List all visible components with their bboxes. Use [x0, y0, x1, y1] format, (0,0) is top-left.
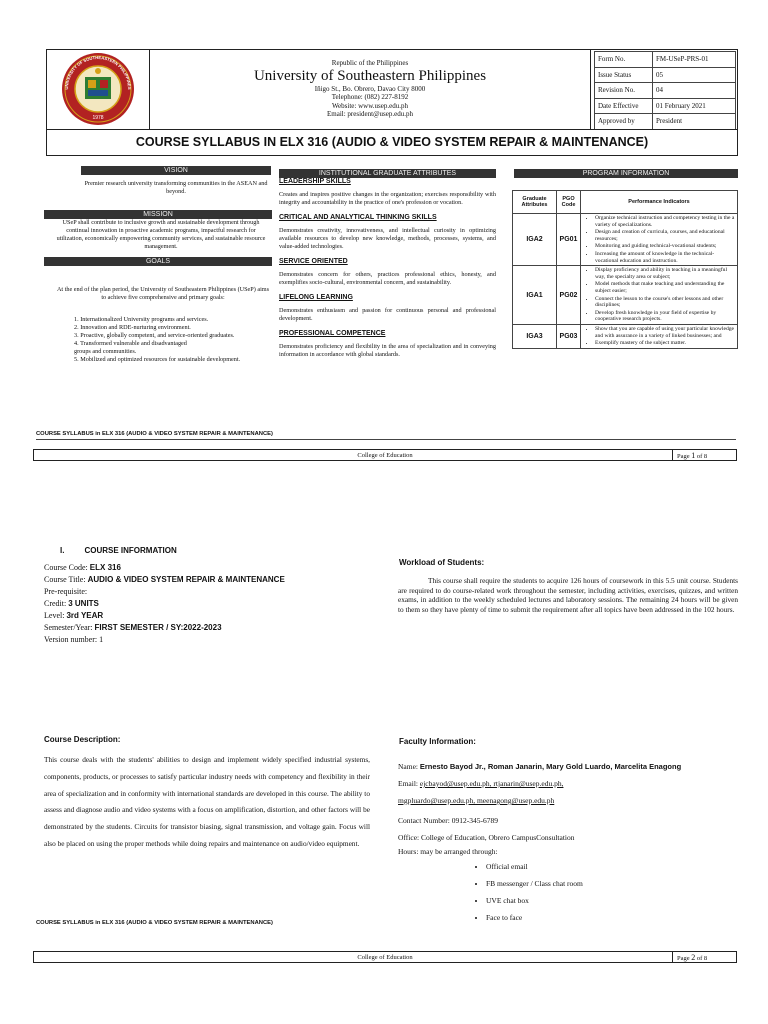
iga-heading: CRITICAL AND ANALYTICAL THINKING SKILLS [279, 214, 437, 221]
iga-description: Demonstrates enthusiasm and passion for continuous personal and professional development. [279, 307, 496, 322]
page-footer-1 [33, 449, 737, 461]
goals-intro: At the end of the plan period, the University of Southeastern Philippines (USeP) aims to achieve five comprehensive and primary goals: [56, 286, 270, 301]
form-info-row [595, 98, 736, 114]
performance-indicator: • Develop fresh knowledge in your field of expertise by cooperative research projects. [595, 310, 737, 323]
form-info-value: 05 [653, 67, 736, 83]
credit-line: Credit: 3 UNITS [44, 599, 99, 608]
workload-heading: Workload of Students: [399, 558, 485, 567]
consultation-channel: • UVE chat box [486, 892, 738, 909]
performance-indicator: • Show that you are capable of using your particular knowledge and with assurance in a variety of linked businesses; and [595, 326, 737, 339]
performance-indicator: • Monitoring and guiding technical-vocational students; [595, 243, 737, 250]
contact-number: Contact Number: 0912-345-6789 [398, 816, 498, 825]
graduate-attribute-code: IGA3 [513, 324, 557, 348]
form-info-label: Approved by [595, 114, 653, 130]
running-title-1: COURSE SYLLABUS in ELX 316 (AUDIO & VIDEO SYSTEM REPAIR & MAINTENANCE) [36, 431, 273, 437]
program-row [513, 266, 738, 325]
iga-heading: LIFELONG LEARNING [279, 294, 353, 301]
graduate-attribute-code: IGA2 [513, 214, 557, 266]
faculty-block [398, 758, 738, 926]
version-line: Version number: 1 [44, 635, 104, 644]
form-info-row [595, 114, 736, 130]
iga-heading: PROFESSIONAL COMPETENCE [279, 330, 386, 337]
consultation-channels [398, 858, 738, 926]
goal-item: 5. Mobilized and optimized resources for sustainable development. [74, 356, 241, 363]
goal-item: 3. Proactive, globally competent, and service-oriented graduates. [74, 332, 235, 339]
footer-college: College of Education [357, 954, 413, 961]
performance-indicator: • Display proficiency and ability in teaching in a meaningful way, the specialty area or subject; [595, 267, 737, 280]
page-footer-2 [33, 951, 737, 963]
course-description-text: This course deals with the students' abilities to design and implement widely specified industrial systems, components, products, or processes to satisfy particular industry needs with competency and flexibility in their area of specialization and in conformity with international standards are developed in this course. The ability to assess and diagnose audio and video systems with a focus on amplification, distortion, and other factors will be demonstrated by the students. Circuits for transistor biasing, signal transmission, and voltage gain. Focus will also be placed on using the proper methods while doing repairs and maintenance on audio/video equipment. [44, 755, 370, 848]
program-bar: PROGRAM INFORMATION [514, 169, 738, 178]
performance-indicator: • Exemplify mastery of the subject matter. [595, 340, 737, 347]
university-seal-icon [58, 51, 138, 127]
semester-line: Semester/Year: FIRST SEMESTER / SY:2022-2023 [44, 623, 222, 632]
seal-text: UNIVERSITY OF SOUTHEASTERN PHILIPPINES [63, 54, 133, 90]
iga-heading: LEADERSHIP SKILLS [279, 178, 351, 185]
form-info-label: Revision No. [595, 83, 653, 99]
iga-bar: INSTITUTIONAL GRADUATE ATTRIBUTES [279, 169, 496, 178]
course-info-block [44, 562, 374, 646]
iga-sections [279, 178, 496, 359]
iga-description: Demonstrates concern for others, practices professional ethics, honesty, and exemplifies socio-cultural, environmental concern, and sustainability. [279, 271, 496, 286]
iga-description: Demonstrates proficiency and flexibility in the area of specialization and in conveying information in accordance with global standards. [279, 343, 496, 358]
university-name: University of Southeastern Philippines [253, 67, 487, 84]
seal-year: 1978 [92, 115, 104, 121]
office-line: Office: College of Education, Obrero CampusConsultation [398, 833, 575, 842]
address-line: Iñigo St., Bo. Obrero, Davao City 8000 [314, 84, 426, 93]
form-info-label: Form No. [595, 52, 653, 68]
hours-line: Hours: may be arranged through: [398, 847, 498, 856]
iga-heading: SERVICE ORIENTED [279, 258, 348, 265]
performance-indicators-cell [581, 324, 738, 348]
running-title-2: COURSE SYLLABUS in ELX 316 (AUDIO & VIDEO SYSTEM REPAIR & MAINTENANCE) [36, 920, 273, 926]
faculty-email-links-1[interactable]: ejcbayod@usep.edu.ph, rtjanarin@usep.edu.ph, [419, 779, 564, 788]
consultation-channel: • Face to face [486, 909, 738, 926]
consultation-channel: • FB messenger / Class chat room [486, 875, 738, 892]
performance-indicators-cell [581, 214, 738, 266]
performance-indicators-cell [581, 266, 738, 325]
goal-item: groups and communities. [74, 348, 137, 355]
form-info-row [595, 52, 736, 68]
performance-indicator: • Increasing the amount of knowledge in the technical-vocational education and instruction. [595, 251, 737, 264]
vision-bar: VISION [81, 166, 271, 175]
performance-indicator: • Model methods that make teaching and understanding the subject easier; [595, 281, 737, 294]
logo-cell [46, 49, 150, 129]
col-graduate-attributes: Graduate Attributes [513, 191, 557, 214]
level-line: Level: 3rd YEAR [44, 611, 104, 620]
performance-indicator: • Connect the lesson to the course's other lessons and other disciplines; [595, 296, 737, 309]
course-info-heading: I. COURSE INFORMATION [60, 546, 177, 555]
faculty-email-links-2[interactable]: mgpluardo@usep.edu.ph, meenagong@usep.edu.ph [398, 796, 555, 805]
form-info-value: President [653, 114, 736, 130]
course-description-heading: Course Description: [44, 735, 121, 744]
goal-item: 1. Internationalized University programs and services. [74, 316, 209, 323]
form-info-row [595, 67, 736, 83]
iga-description: Creates and inspires positive changes in the organization; exercises responsibility with integrity and accountability in the practice of one's profession or vocation. [279, 191, 496, 206]
telephone-line: Telephone: (082) 227-8192 [331, 93, 409, 101]
page-number-1: Page 1 of 8 [672, 450, 736, 460]
faculty-email-line: Email: ejcbayod@usep.edu.ph, rtjanarin@usep.edu.ph, [398, 779, 564, 788]
goals-bar: GOALS [44, 257, 272, 266]
email-line: Email: president@usep.edu.ph [327, 110, 413, 118]
pgo-code: PG01 [557, 214, 581, 266]
page-number-2: Page 2 of 8 [672, 952, 736, 962]
iga-description: Demonstrates creativity, innovativeness, and intellectual curiosity in optimizing available resources to develop new knowledge, methods, processes, systems, and value-added technologies. [279, 227, 496, 250]
form-info-value: FM-USeP-PRS-01 [653, 52, 736, 68]
faculty-heading: Faculty Information: [399, 737, 476, 746]
mission-text: USeP shall contribute to inclusive growth and sustainable development through continual innovation in proactive academic programs, impactful research for utilization, economically empowering community services, and sustainable resource management. [56, 219, 266, 250]
divider [36, 439, 736, 440]
faculty-names-line: Name: Ernesto Bayod Jr., Roman Janarin, Mary Gold Luardo, Marcelita Enagong [398, 762, 682, 771]
goals-list [74, 316, 284, 364]
performance-indicator: • Organize technical instruction and competency testing in the a variety of specializations. [595, 215, 737, 228]
performance-indicator: • Design and creation of curricula, courses, and educational resources; [595, 229, 737, 242]
course-title-line: Course Title: AUDIO & VIDEO SYSTEM REPAIR & MAINTENANCE [44, 575, 285, 584]
course-code-line: Course Code: ELX 316 [44, 563, 121, 572]
mission-bar: MISSION [44, 210, 272, 219]
col-performance-indicators: Performance Indicators [581, 191, 738, 214]
vision-text: Premier research university transforming communities in the ASEAN and beyond. [84, 180, 268, 195]
form-info-table [594, 51, 736, 130]
republic-line: Republic of the Philippines [331, 59, 409, 67]
form-info-label: Date Effective [595, 98, 653, 114]
form-info-value: 01 February 2021 [653, 98, 736, 114]
graduate-attribute-code: IGA1 [513, 266, 557, 325]
form-info-label: Issue Status [595, 67, 653, 83]
form-info-value: 04 [653, 83, 736, 99]
program-table [512, 190, 738, 349]
form-info-row [595, 83, 736, 99]
prerequisite-line: Pre-requisite: [44, 587, 88, 596]
footer-college: College of Education [357, 452, 413, 459]
website-line: Website: www.usep.edu.ph [332, 101, 408, 110]
col-pgo-code: PGO Code [557, 191, 581, 214]
course-syllabus-title: COURSE SYLLABUS IN ELX 316 (AUDIO & VIDEO SYSTEM REPAIR & MAINTENANCE) [46, 129, 738, 156]
goal-item: 4. Transformed vulnerable and disadvantaged [74, 340, 187, 347]
workload-text: This course shall require the students to acquire 126 hours of coursework in this 5.5 unit course. Students are required to do course-related work throughout the semester, including activities, exercises, quizzes, and written exams, in addition to the weekly scheduled lectures and laboratory sessions. The remaining 24 hours will be given to them so they have plenty of time to submit the requirement after all topics have been addressed in the 102 hours. [398, 576, 738, 614]
pgo-code: PG02 [557, 266, 581, 325]
program-row [513, 214, 738, 266]
header-center [150, 49, 591, 129]
program-row [513, 324, 738, 348]
pgo-code: PG03 [557, 324, 581, 348]
goal-item: 2. Innovation and RDE-nurturing environment. [74, 324, 191, 331]
consultation-channel: • Official email [486, 858, 738, 875]
